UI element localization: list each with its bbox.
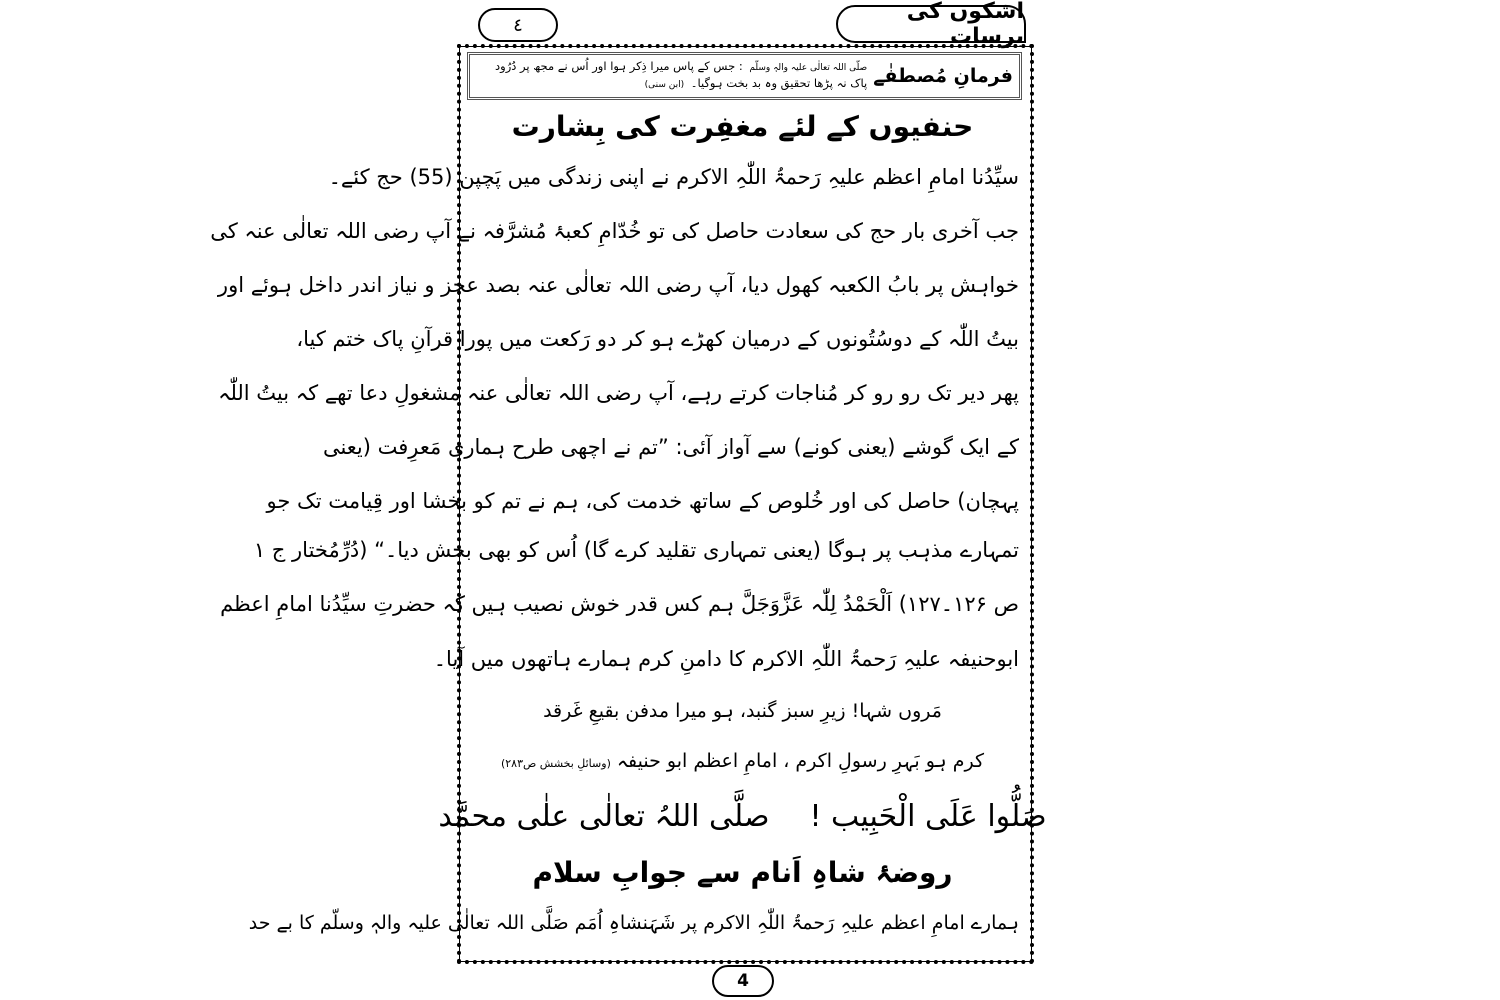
paragraph-line: جب آخری بار حج کی سعادت حاصل کی تو خُدّامِ کعبۂ مُشرَّفہ نے آپ رضی اللہ تعالٰی عنہ کی <box>210 219 1019 243</box>
banner-lead: فرمانِ مُصطفٰے <box>873 65 1013 87</box>
banner-body <box>476 59 867 93</box>
paragraph-line: پھر دیر تک رو رو کر مُناجات کرتے رہے، آپ رضی اللہ تعالٰی عنہ مشغولِ دعا تھے کہ بیتُ اللّٰہ <box>218 381 1019 405</box>
poem-line: کرم ہو بَہرِ رسولِ اکرم ، امامِ اعظم ابو حنیفہ <box>616 750 985 772</box>
book-title: اشکوں کی برسات <box>836 5 1026 43</box>
page-number-bottom: 4 <box>712 965 774 997</box>
banner-text: : جس کے پاس میرا ذِکر ہوا اور اُس نے مجھ پر دُرُود پاک نہ پڑھا تحقیق وہ بد بخت ہوگیا۔ <box>495 59 868 90</box>
paragraph-line: ہمارے امامِ اعظم علیہِ رَحمۃُ اللّٰہِ الاکرم پر شَہَنشاہِ اُمَم صَلَّی اللہ تعالٰی علیہ والہٖ وسلّم کا بے حد <box>248 912 1019 934</box>
paragraph-line: کے ایک گوشے (یعنی کونے) سے آواز آئی: ”تم نے اچھی طرح ہماری مَعرِفت (یعنی <box>322 435 1019 459</box>
durood <box>438 797 1047 837</box>
paragraph-line: خواہش پر بابُ الکعبہ کھول دیا، آپ رضی اللہ تعالٰی عنہ بصد عجز و نیاز اندر داخل ہوئے اور <box>217 273 1019 297</box>
paragraph-line: تمہارے مذہب پر ہوگا (یعنی تمہاری تقلید کرے گا) اُس کو بھی بخش دیا۔“ (دُرِّمُختار ج ۱ <box>253 538 1019 562</box>
durood-right: صلَّی اللہُ تعالٰی علٰی محمَّد <box>438 799 770 834</box>
durood-left: صَلُّوا عَلَی الْحَبِیب ! <box>809 799 1047 834</box>
banner-source: (ابن سنی) <box>644 80 685 90</box>
hadith-banner <box>467 52 1022 100</box>
paragraph-line: سیِّدُنا امامِ اعظم علیہِ رَحمۃُ اللّٰہِ الاکرم نے اپنی زندگی میں پَچپن (55) حج کئے۔ <box>328 165 1019 189</box>
paragraph-line: پہچان) حاصل کی اور خُلوص کے ساتھ خدمت کی، ہم نے تم کو بخشا اور قِیامت تک جو <box>266 489 1019 513</box>
poem-source: (وسائلِ بخشش ص۲۸۳) <box>500 757 611 770</box>
page-number-top: ٤ <box>478 8 558 42</box>
paragraph-line: بیتُ اللّٰہ کے دوسُتُونوں کے درمیان کھڑے ہو کر دو رَکعت میں پورا قرآنِ پاک ختم کیا، <box>296 327 1019 351</box>
banner-honorific: صلّی اللہ تعالٰی علیہ والہٖ وسلّم <box>749 63 868 73</box>
section-heading-2: روضۂ شاہِ اَنام سے جوابِ سلام <box>532 856 953 889</box>
paragraph-line: ص ۱۲۶۔۱۲۷) اَلْحَمْدُ لِلّٰہ عَزَّوَجَلَّ ہم کس قدر خوش نصیب ہیں کہ حضرتِ سیِّدُنا امامِ اعظم <box>220 592 1019 616</box>
poem-line-2 <box>470 750 1015 772</box>
poem-line: مَروں شہا! زیرِ سبز گنبد، ہو میرا مدفن بقیعِ غَرقد <box>543 700 942 722</box>
paragraph-line: ابوحنیفہ علیہِ رَحمۃُ اللّٰہِ الاکرم کا دامنِ کرم ہمارے ہاتھوں میں آیا۔ <box>433 647 1019 671</box>
section-heading: حنفیوں کے لئے مغفِرت کی بِشارت <box>511 110 974 143</box>
